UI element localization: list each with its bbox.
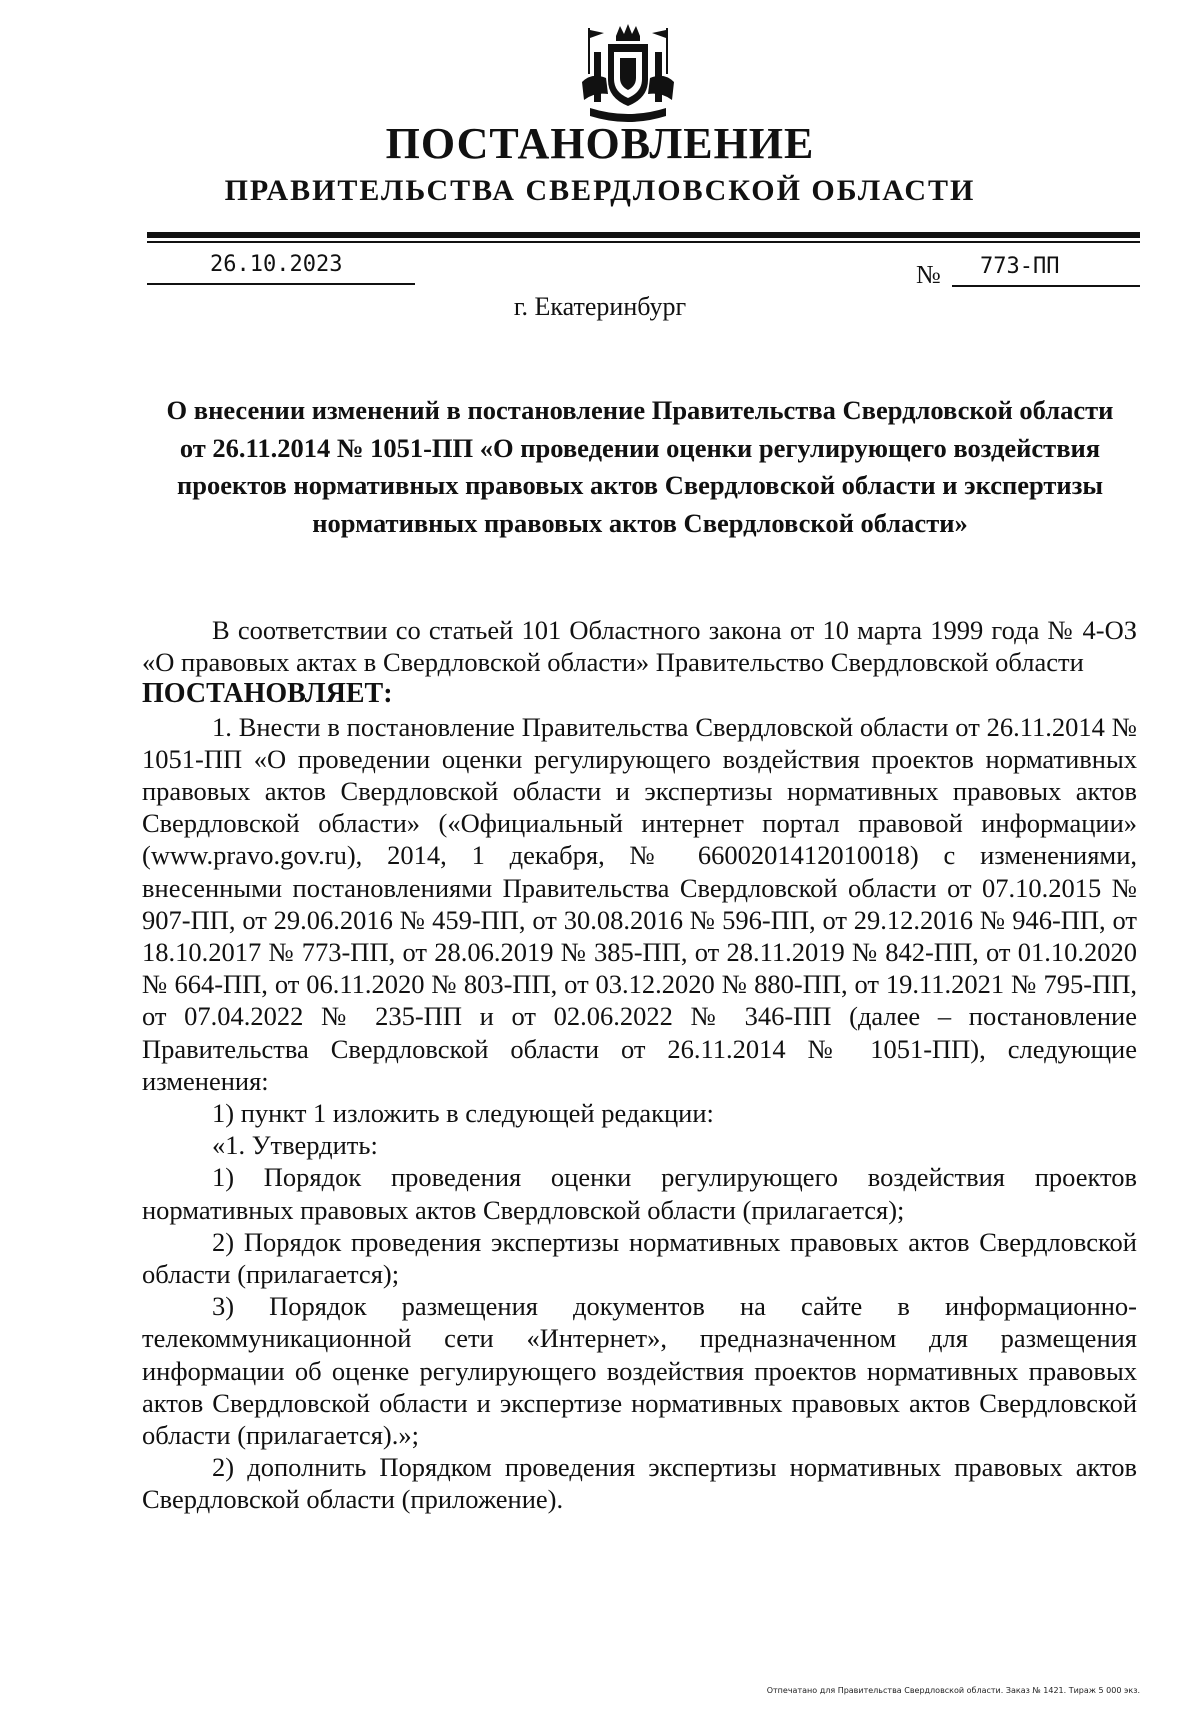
paragraph: 1. Внести в постановление Правительства Свердловской области от 26.11.2014 № 1051-ПП «О проведении оценки регулирующего воздействия проектов нормативных правовых актов Свердловской области и экспертизы нормативных правовых актов Свердловской области» («Официальный интернет портал правовой информации» (www.pravo.gov.ru), 2014, 1 декабря, № 6600201412010018) с изменениями, внесенными постановлениями Правительства Свердловской области от 07.10.2015 № 907-ПП, от 29.06.2016 № 459-ПП, от 30.08.2016 № 596-ПП, от 29.12.2016 № 946-ПП, от 18.10.2017 № 773-ПП, от 28.06.2019 № 385-ПП, от 28.11.2019 № 842-ПП, от 01.10.2020 № 664-ПП, от 06.11.2020 № 803-ПП, от 03.12.2020 № 880-ПП, от 19.11.2021 № 795-ПП, от 07.04.2022 № 235-ПП и от 02.06.2022 № 346-ПП (далее – постановление Правительства Свердловской области от 26.11.2014 № 1051-ПП), следующие изменения:	[142, 711, 1137, 1096]
date-underline	[147, 283, 415, 285]
document-date: 26.10.2023	[210, 252, 343, 277]
paragraph: «1. Утвердить:	[212, 1130, 378, 1161]
number-sign: №	[916, 260, 941, 289]
paragraph: 1) пункт 1 изложить в следующей редакции:	[212, 1098, 714, 1129]
print-footer: Отпечатано для Правительства Свердловской области. Заказ № 1421. Тираж 5 000 экз.	[766, 1686, 1140, 1695]
document-body	[142, 614, 1137, 1516]
preamble: В соответствии со статьей 101 Областного закона от 10 марта 1999 года № 4-ОЗ «О правовых актах в Свердловской области» Правительство Свердловской области	[142, 615, 1137, 678]
header-rule-thick	[147, 232, 1140, 238]
header-rule-thin	[147, 241, 1140, 243]
number-underline	[952, 285, 1140, 287]
paragraph: 3) Порядок размещения документов на сайте в информационно-телекоммуникационной сети «Интернет», предназначенном для размещения информации об оценке регулирующего воздействия проектов нормативных правовых актов Свердловской области и экспертизе нормативных правовых актов Свердловской области (прилагается).»;	[142, 1291, 1137, 1451]
paragraph: 1) Порядок проведения оценки регулирующего воздействия проектов нормативных правовых актов Свердловской области (прилагается);	[142, 1162, 1137, 1225]
issuing-authority: ПРАВИТЕЛЬСТВА СВЕРДЛОВСКОЙ ОБЛАСТИ	[224, 174, 976, 207]
decree-word: ПОСТАНОВЛЯЕТ:	[142, 678, 393, 710]
city: г. Екатеринбург	[513, 292, 687, 321]
document-number: 773-ПП	[980, 254, 1060, 279]
document-heading: О внесении изменений в постановление Правительства Свердловской области от 26.11.2014 № 1051-ПП «О проведении оценки регулирующего воздействия проектов нормативных правовых актов Свердловской области и экспертизы нормативных правовых актов Свердловской области»	[166, 395, 1114, 538]
paragraph: 2) Порядок проведения экспертизы нормативных правовых актов Свердловской области (прилагается);	[142, 1226, 1137, 1290]
coat-of-arms-icon	[578, 22, 678, 128]
document-type-title: ПОСТАНОВЛЕНИЕ	[385, 119, 815, 168]
paragraph: 2) дополнить Порядком проведения экспертизы нормативных правовых актов Свердловской области (приложение).	[142, 1452, 1137, 1515]
